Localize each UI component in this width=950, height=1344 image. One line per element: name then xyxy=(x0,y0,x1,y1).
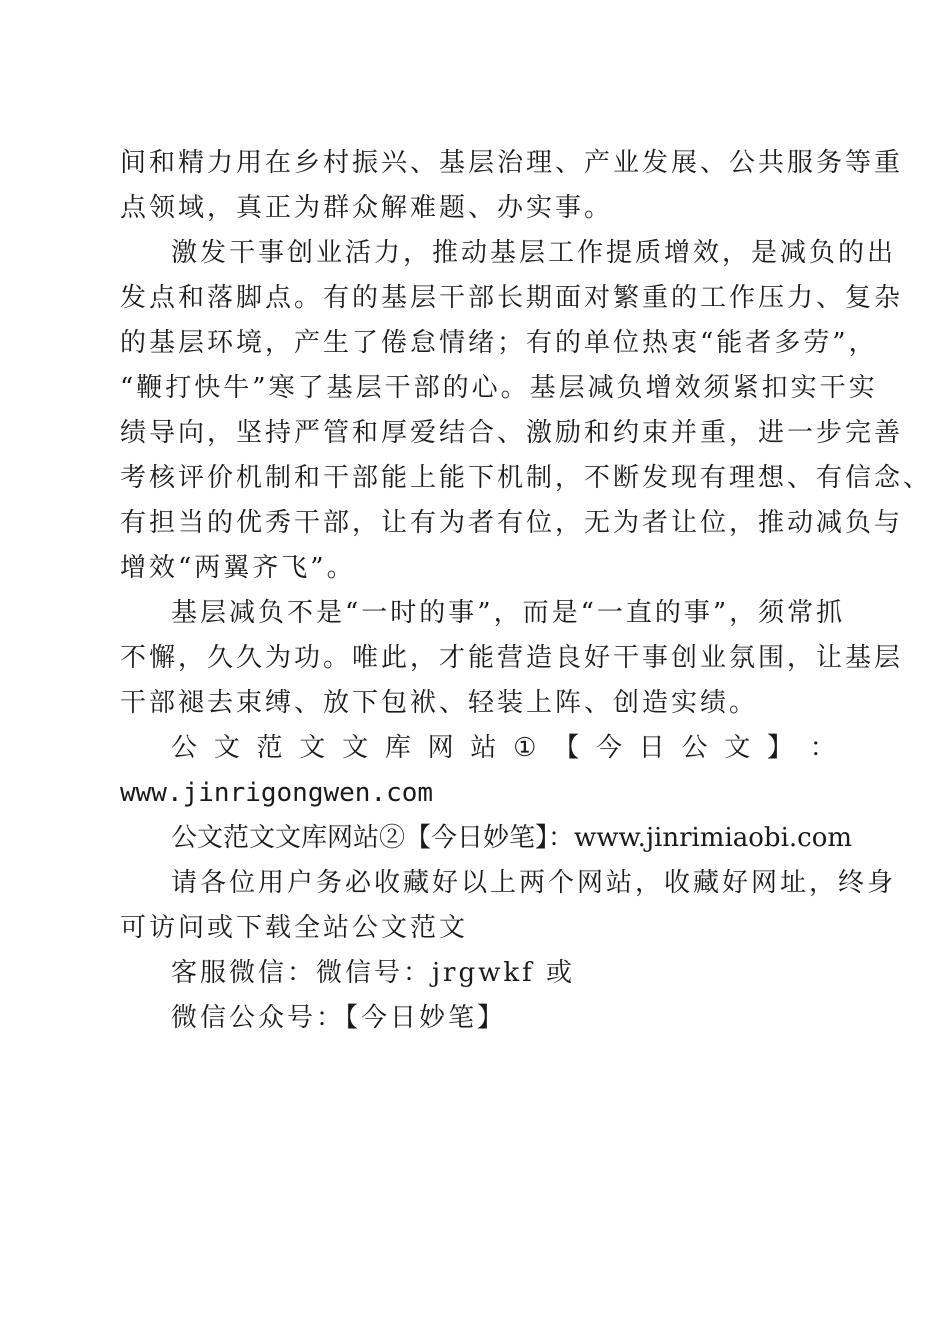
paragraph-3-line-2: 不懈，久久为功。唯此，才能营造良好干事创业氛围，让基层 xyxy=(120,643,904,673)
paragraph-1-line-2: 点领域，真正为群众解难题、办实事。 xyxy=(120,193,614,223)
site-2-line: 公文范文文库网站②【今日妙笔】：www.jinrimiaobi.com xyxy=(171,823,853,853)
site-1-label-char: 站 xyxy=(470,733,497,763)
notice-line-2: 可访问或下载全站公文范文 xyxy=(120,913,469,943)
paragraph-2-line-8: 增效“两翼齐飞”。 xyxy=(120,553,356,583)
paragraph-2-line-7: 有担当的优秀干部，让有为者有位，无为者让位，推动减负与 xyxy=(120,508,904,538)
site-1-label-char: 】 xyxy=(767,733,794,763)
paragraph-2-line-1: 激发干事创业活力，推动基层工作提质增效，是减负的出 xyxy=(171,238,897,268)
paragraph-3-line-1: 基层减负不是“一时的事”，而是“一直的事”，须常抓 xyxy=(171,598,846,628)
site-1-label-char: 【 xyxy=(553,733,580,763)
paragraph-2-line-2: 发点和落脚点。有的基层干部长期面对繁重的工作压力、复杂 xyxy=(120,283,904,313)
site-1-label-char: 文 xyxy=(213,733,240,763)
site-1-label-char: 公 xyxy=(681,733,708,763)
paragraph-1-line-1: 间和精力用在乡村振兴、基层治理、产业发展、公共服务等重 xyxy=(120,148,904,178)
paragraph-2-line-4: “鞭打快牛”寒了基层干部的心。基层减负增效须紧扣实干实 xyxy=(120,373,878,403)
site-1-label-char: 文 xyxy=(342,733,369,763)
site-1-label-char: 库 xyxy=(384,733,411,763)
site-1-label-char: 文 xyxy=(299,733,326,763)
site-1-label-char: ① xyxy=(513,733,537,763)
paragraph-2-line-5: 绩导向，坚持严管和厚爱结合、激励和约束并重，进一步完善 xyxy=(120,418,904,448)
paragraph-3-line-3: 干部褪去束缚、放下包袱、轻装上阵、创造实绩。 xyxy=(120,688,759,718)
site-1-label-char: 日 xyxy=(638,733,665,763)
site-1-label-char: 文 xyxy=(724,733,751,763)
site-1-label-char: 范 xyxy=(256,733,283,763)
paragraph-2-line-6: 考核评价机制和干部能上能下机制，不断发现有理想、有信念、 xyxy=(120,463,933,493)
service-wechat: 客服微信：微信号：jrgwkf 或 xyxy=(171,958,576,988)
site-1-label-char: 网 xyxy=(427,733,454,763)
site-1-url: www.jinrigongwen.com xyxy=(120,778,434,808)
site-1-label-char: ： xyxy=(809,733,836,763)
site-1-label-char: 公 xyxy=(171,733,198,763)
official-account: 微信公众号：【今日妙笔】 xyxy=(171,1003,507,1033)
site-1-label-char: 今 xyxy=(595,733,622,763)
paragraph-2-line-3: 的基层环境，产生了倦怠情绪；有的单位热衷“能者多劳”， xyxy=(120,328,878,358)
notice-line-1: 请各位用户务必收藏好以上两个网站，收藏好网址，终身 xyxy=(171,868,897,898)
site-1-label xyxy=(171,733,836,763)
